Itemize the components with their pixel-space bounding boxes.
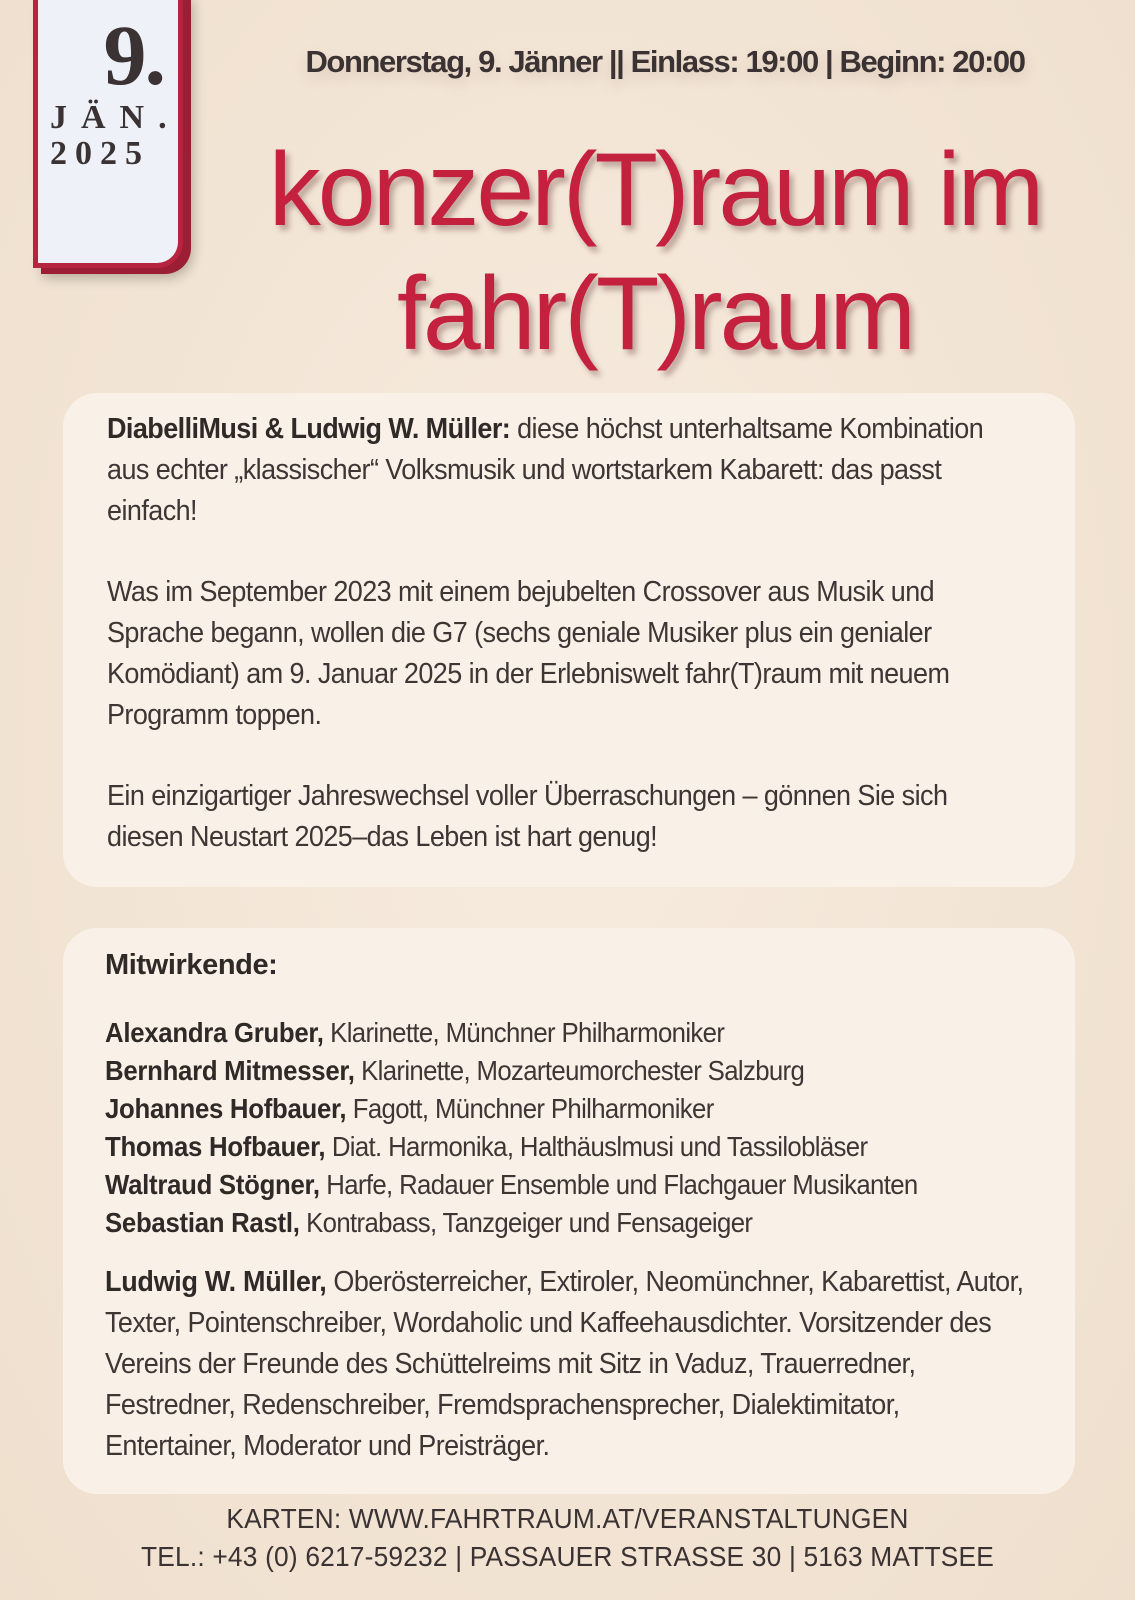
- cast-member-name: Bernhard Mitmesser,: [105, 1055, 355, 1086]
- cast-member: [105, 1204, 959, 1242]
- event-title: [195, 128, 1115, 376]
- event-info-line: Donnerstag, 9. Jänner || Einlass: 19:00 | Beginn: 20:00: [305, 44, 1025, 79]
- cast-member-role: Kontrabass, Tanzgeiger und Fensageiger: [299, 1207, 753, 1238]
- date-month: JÄN.: [50, 99, 181, 136]
- cast-member-role: Harfe, Radauer Ensemble und Flachgauer Musikanten: [319, 1169, 918, 1200]
- cast-member-role: Fagott, Münchner Philharmoniker: [346, 1093, 714, 1124]
- lead-bold: DiabelliMusi & Ludwig W. Müller:: [107, 413, 511, 445]
- cast-member: [105, 1128, 959, 1166]
- host-name: Ludwig W. Müller,: [105, 1266, 327, 1298]
- tickets-line: KARTEN: WWW.FAHRTRAUM.AT/VERANSTALTUNGEN: [226, 1503, 909, 1534]
- contact-line: TEL.: +43 (0) 6217-59232 | PASSAUER STRASSE 30 | 5163 MATTSEE: [141, 1541, 994, 1572]
- description-box: [63, 393, 1075, 887]
- cast-list: [105, 1014, 1033, 1242]
- cast-member-name: Johannes Hofbauer,: [105, 1093, 347, 1124]
- date-badge: [33, 0, 183, 268]
- title-line-1: konzer(T)raum im: [268, 132, 1042, 248]
- cast-box: [63, 928, 1075, 1494]
- cast-member-name: Sebastian Rastl,: [105, 1207, 300, 1238]
- description-paragraph-3: Ein einzigartiger Jahreswechsel voller Überraschungen – gönnen Sie sich diesen Neustart 2025–das Leben ist hart genug!: [107, 780, 948, 853]
- cast-member-role: Diat. Harmonika, Halthäuslmusi und Tassilobläser: [325, 1131, 868, 1162]
- cast-member: [105, 1090, 959, 1128]
- cast-member-name: Waltraud Stögner,: [105, 1169, 320, 1200]
- cast-member-name: Alexandra Gruber,: [105, 1017, 324, 1048]
- cast-heading: Mitwirkende:: [105, 949, 278, 981]
- lead-rest: diese höchst unterhaltsame Kombination aus echter „klassischer“ Volksmusik und wortstarkem Kabarett: das passt einfach!: [107, 413, 984, 527]
- cast-member: [105, 1166, 959, 1204]
- host-bio-text: Oberösterreicher, Extiroler, Neomünchner, Kabarettist, Autor, Texter, Pointenschreiber, Wordaholic und Kaffeehausdichter. Vorsitzender des Vereins der Freunde des Schüttelreims mit Sitz in Vaduz, Trauerredner, Festredner, Redenschreiber, Fremdsprachensprecher, Dialektimitator, Entertainer, Moderator und Preisträger.: [105, 1266, 1024, 1462]
- cast-member: [105, 1052, 959, 1090]
- title-line-2: fahr(T)raum: [397, 256, 913, 372]
- date-day: 9.: [103, 7, 164, 103]
- cast-member: [105, 1014, 959, 1052]
- description-paragraph-2: Was im September 2023 mit einem bejubelten Crossover aus Musik und Sprache begann, wollen die G7 (sechs geniale Musiker plus ein genialer Komödiant) am 9. Januar 2025 in der Erlebniswelt fahr(T)raum mit neuem Programm toppen.: [107, 576, 950, 731]
- description-lead: [107, 409, 1026, 532]
- host-bio: [105, 1262, 1028, 1467]
- date-year: 2025: [50, 135, 150, 172]
- cast-member-role: Klarinette, Mozarteumorchester Salzburg: [354, 1055, 805, 1086]
- cast-member-name: Thomas Hofbauer,: [105, 1131, 326, 1162]
- cast-member-role: Klarinette, Münchner Philharmoniker: [323, 1017, 725, 1048]
